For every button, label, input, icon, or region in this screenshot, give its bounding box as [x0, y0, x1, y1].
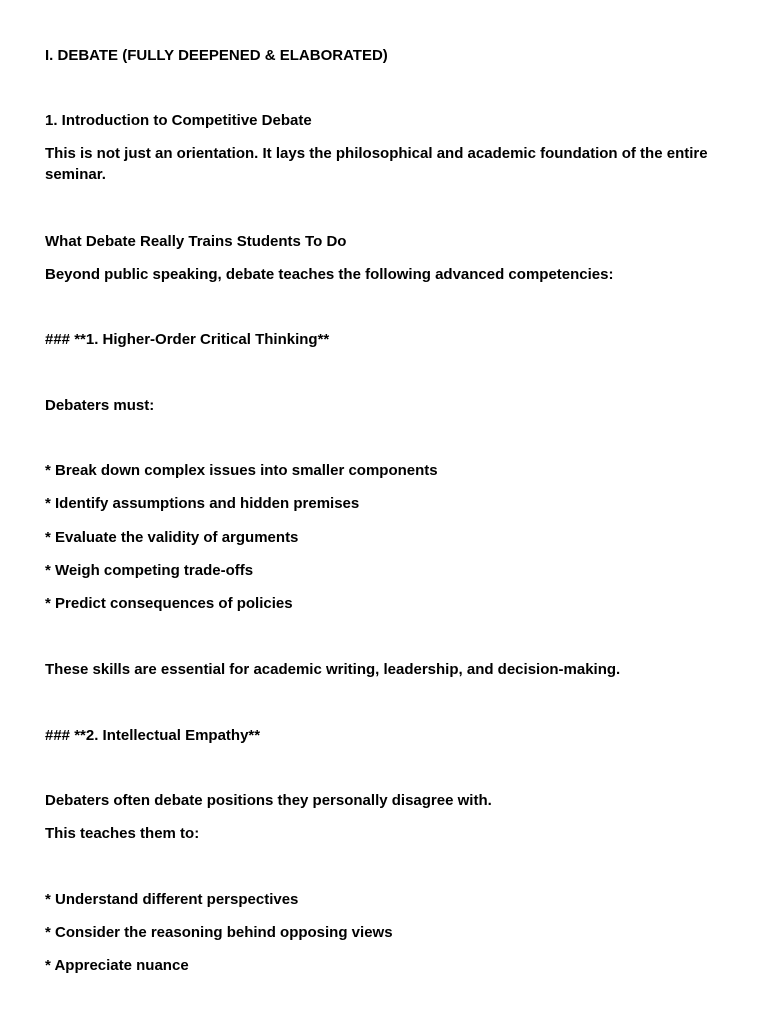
subsection-conclusion-paragraph: These skills are essential for academic writing, leadership, and decision-making. [45, 661, 621, 678]
document-title: I. DEBATE (FULLY DEEPENED & ELABORATED) [45, 47, 388, 64]
section-intro-paragraph: This is not just an orientation. It lays the philosophical and academic foundation of the entire seminar. [45, 145, 708, 183]
subsection-heading-critical-thinking: ### **1. Higher-Order Critical Thinking** [45, 331, 330, 348]
list-item: * Weigh competing trade-offs [45, 562, 254, 579]
subsection-lead-text: This teaches them to: [45, 825, 200, 842]
trains-intro-paragraph: Beyond public speaking, debate teaches the following advanced competencies: [45, 266, 614, 283]
trains-heading: What Debate Really Trains Students To Do [45, 233, 347, 250]
subsection-lead-text: Debaters must: [45, 397, 155, 414]
list-item: * Consider the reasoning behind opposing views [45, 924, 393, 941]
list-item: * Break down complex issues into smaller components [45, 462, 438, 479]
subsection-lead-text: Debaters often debate positions they personally disagree with. [45, 792, 492, 809]
list-item: * Understand different perspectives [45, 891, 299, 908]
subsection-heading-intellectual-empathy: ### **2. Intellectual Empathy** [45, 727, 261, 744]
list-item: * Identify assumptions and hidden premises [45, 495, 360, 512]
section-heading: 1. Introduction to Competitive Debate [45, 112, 312, 129]
list-item: * Appreciate nuance [45, 957, 189, 974]
list-item: * Predict consequences of policies [45, 595, 293, 612]
list-item: * Evaluate the validity of arguments [45, 529, 299, 546]
